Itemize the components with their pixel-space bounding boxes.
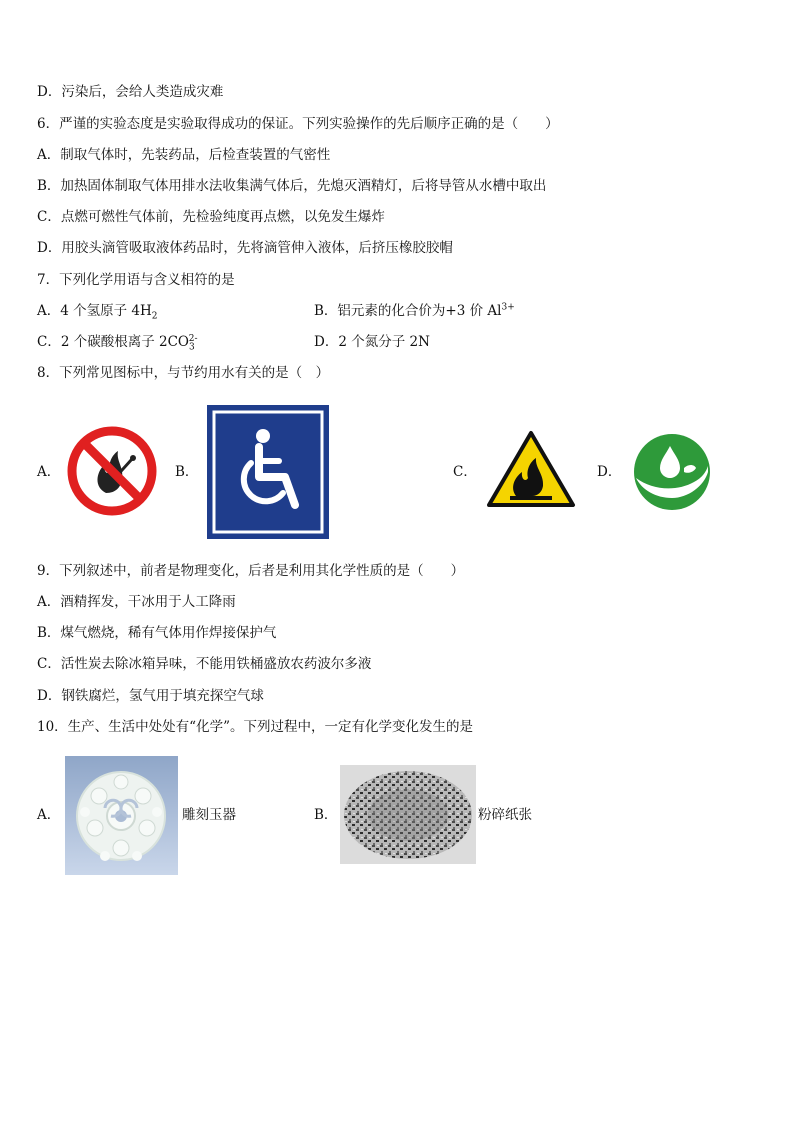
- q10-caption-b: 粉碎纸张: [478, 807, 532, 823]
- q8-label-b: B．: [175, 464, 199, 480]
- q10-stem: 10．生产、生活中处处有“化学”。下列过程中，一定有化学变化发生的是: [37, 719, 473, 735]
- q9-option-a: A．酒精挥发，干冰用于人工降雨: [37, 594, 236, 610]
- q6-option-b: B．加热固体制取气体用排水法收集满气体后，先熄灭酒精灯，后将导管从水槽中取出: [37, 178, 547, 194]
- q5-option-d: D．污染后，会给人类造成灾难: [37, 84, 224, 100]
- q8-label-a: A．: [37, 464, 61, 480]
- q8-label-d: D．: [597, 464, 622, 480]
- flammable-warning-icon: [486, 430, 576, 508]
- q10-caption-a: 雕刻玉器: [182, 807, 236, 823]
- q7-option-c-superscript: 2-: [188, 333, 198, 344]
- no-fire-icon: [66, 425, 158, 517]
- q8-stem: 8．下列常见图标中，与节约用水有关的是（ ）: [37, 365, 330, 381]
- q6-option-c: C．点燃可燃性气体前，先检验纯度再点燃，以免发生爆炸: [37, 209, 385, 225]
- q7-option-c-subscript: 3: [189, 342, 195, 353]
- q7-option-a-text: A．4 个氢原子 4H: [37, 303, 152, 319]
- q6-stem: 6．严谨的实验态度是实验取得成功的保证。下列实验操作的先后顺序正确的是（ ）: [37, 116, 559, 132]
- q7-option-b: [314, 302, 515, 320]
- q8-label-c: C．: [453, 464, 477, 480]
- q7-option-d: D．2 个氮分子 2N: [314, 334, 430, 350]
- q9-option-b: B．煤气燃烧，稀有气体用作焊接保护气: [37, 625, 277, 641]
- q7-option-a: [37, 302, 158, 320]
- q7-option-b-text: B．铝元素的化合价为+3 价 Al: [314, 303, 502, 319]
- water-saving-icon: [632, 432, 712, 512]
- wheelchair-icon: [207, 405, 329, 539]
- q7-option-c-text: C．2 个碳酸根离子 2CO: [37, 334, 189, 350]
- q9-stem: 9．下列叙述中，前者是物理变化，后者是利用其化学性质的是（ ）: [37, 563, 465, 579]
- q6-option-d: D．用胶头滴管吸取液体药品时，先将滴管伸入液体，后挤压橡胶胶帽: [37, 240, 453, 256]
- q10-label-a: A．: [37, 807, 61, 823]
- q7-option-c: [37, 333, 198, 351]
- q9-option-c: C．活性炭去除冰箱异味，不能用铁桶盛放农药波尔多液: [37, 656, 372, 672]
- q7-option-b-superscript: 3+: [501, 302, 515, 313]
- q6-option-a: A．制取气体时，先装药品，后检查装置的气密性: [37, 147, 331, 163]
- shredded-paper-image: [340, 765, 476, 864]
- q9-option-d: D．钢铁腐烂，氢气用于填充探空气球: [37, 688, 264, 704]
- q7-option-a-subscript: 2: [151, 311, 158, 322]
- q7-stem: 7．下列化学用语与含义相符的是: [37, 272, 235, 288]
- carved-jade-image: [65, 756, 178, 875]
- q10-label-b: B．: [314, 807, 338, 823]
